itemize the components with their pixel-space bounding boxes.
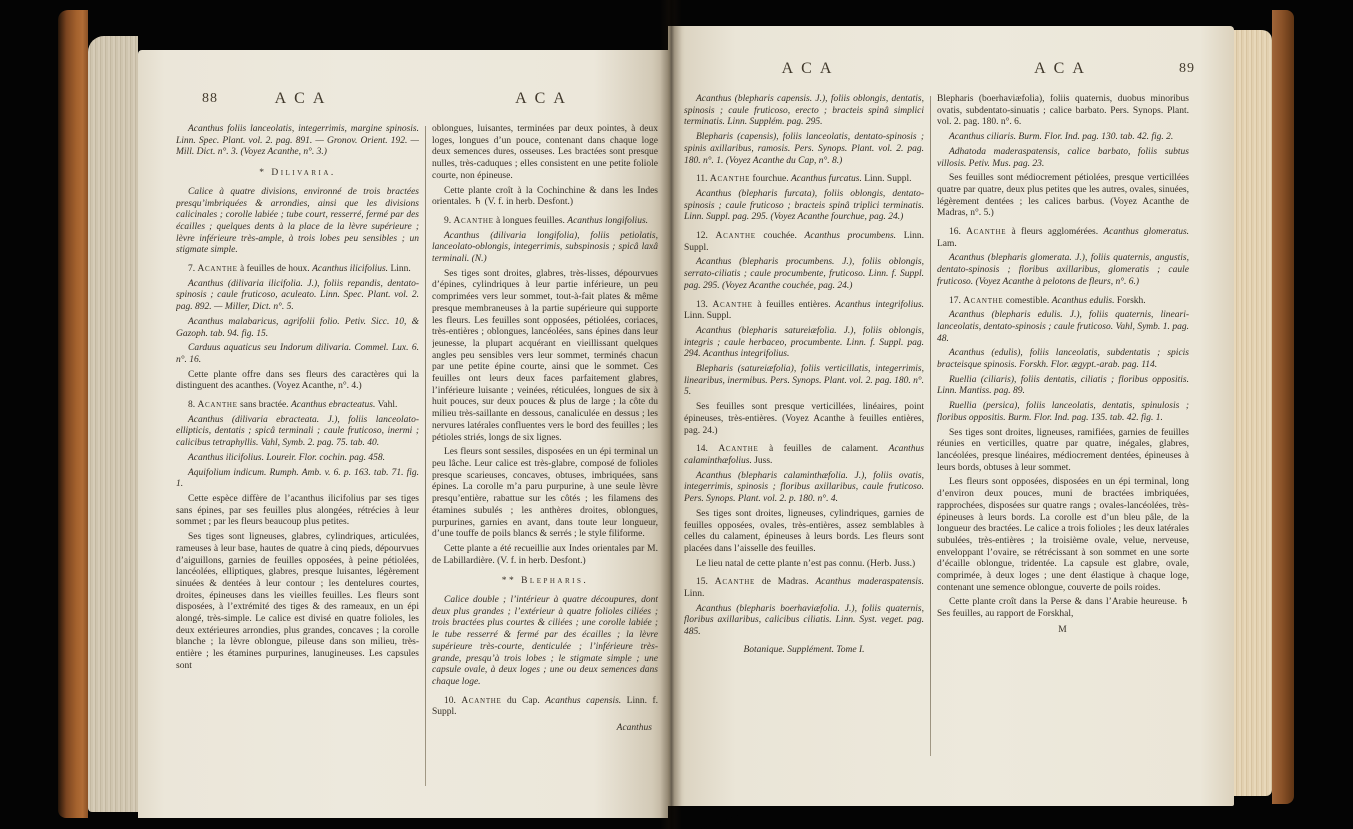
species-heading xyxy=(937,227,1189,250)
species-heading xyxy=(684,231,924,254)
species-latin: Acanthus furcatus. xyxy=(790,174,862,185)
species-rest: du Cap. xyxy=(507,695,540,706)
species-rest: à feuilles de houx. xyxy=(240,264,310,275)
paragraph: Acanthus (blepharis satureiæfolia. J.), foliis oblongis, integris ; caule herbaceo, procumbente. Linn. f. Suppl. pag. 294. Acanthus integrifolius. xyxy=(684,325,924,360)
text-column-2 xyxy=(432,124,658,800)
species-auth: Linn. f. Suppl. xyxy=(432,695,658,718)
species-auth: Vahl. xyxy=(377,400,398,411)
species-heading xyxy=(432,696,658,719)
page-number-right: 89 xyxy=(1179,61,1195,76)
paragraph: Acanthus (blepharis glomerata. J.), foliis quaternis, angustis, dentato-spinosis ; floribus axillaribus, glomeratis ; caule fruticoso. (Voyez Acanthe à pelotons de fleurs, n°. 6.) xyxy=(937,253,1189,287)
species-genus_fr: Acanthe xyxy=(714,577,755,588)
open-book xyxy=(58,10,1294,818)
species-genus_fr: Acanthe xyxy=(461,695,502,706)
species-num: 13. xyxy=(696,299,708,310)
species-num: 14. xyxy=(696,444,708,455)
paragraph: Les fleurs sont sessiles, disposées en un épi terminal un peu lâche. Leur calice est très-glabre, composé de folioles presque scarieuses, concaves, obtuses, imbriquées, sans épines. La corolle m’a paru purpurine, à une seule lèvre presqu’entière, rabattue sur les côtés ; les filamens des étamines subulés ; les anthères droites, oblongues, purpurines, garnies en avant, dans toute leur longueur, d’une touffe de poils blancs & serrés ; le style filiforme. xyxy=(432,447,658,540)
species-num: 8. xyxy=(188,400,196,411)
right-page xyxy=(668,26,1234,806)
paragraph: Cette plante offre dans ses fleurs des caractères qui la distinguent des acanthes. (Voyez Acanthe, n°. 4.) xyxy=(176,369,419,392)
species-latin: Acanthus integrifolius. xyxy=(835,299,924,310)
species-latin: Acanthus ebracteatus. xyxy=(290,400,376,411)
species-rest: à fleurs agglomérées. xyxy=(1011,227,1099,238)
paragraph: Acanthus (blepharis furcata), foliis oblongis, dentato-spinosis ; caule fruticoso ; bracteis spinâ triplici terminatis. Linn. Suppl. pag. 295. (Voyez Acanthe fourchue, pag. 24.) xyxy=(684,188,924,223)
running-title: ACA xyxy=(1034,60,1092,77)
signature-mark: M xyxy=(1058,624,1068,635)
species-heading xyxy=(176,264,419,276)
paragraph: Les fleurs sont opposées, disposées en un épi terminal, long d’environ deux pouces, muni de bractées imbriquées, rapprochées, disposées sur quatre rangs ; ovales-lancéolées, très-épineuses à leurs bords. La corolle est d’un bleu pâle, de la longueur des bractées. Le calice a trois folioles ; les deux latérales subulées, très-entières ; la troisième ovale, velue, nerveuse, enveloppant l’ovaire, se rétrécissant à son sommet en une sorte d’écaille oblongue, tridentée. La capsule est glabre, ovale, comprimée, à deux loges ; une dent élastique à chaque loge, contenant une semence oblongue, couverte de poils roides. xyxy=(937,477,1189,593)
species-num: 12. xyxy=(696,231,708,242)
paragraph: oblongues, luisantes, terminées par deux pointes, à deux loges, longues d’un pouce, contenant dans chaque loge deux semences dures, osseuses. Les bractées sont presque nulles, très-caduques ; elles consistent en une petite foliole courte, non épineuse. xyxy=(432,124,658,181)
paragraph: Cette espèce diffère de l’acanthus ilicifolius par ses tiges sans épines, par ses feuilles plus alongées, rétrécies à leur sommet ; par les fleurs beaucoup plus petites. xyxy=(176,493,419,528)
running-title: ACA xyxy=(274,90,333,107)
species-auth: Linn. Suppl. xyxy=(684,311,732,322)
running-title: ACA xyxy=(515,90,573,107)
species-latin: Acanthus edulis. xyxy=(1051,295,1115,306)
paragraph: Acanthus (blepharis capensis. J.), foliis oblongis, dentatis, spinosis ; caule fruticoso, erecto ; bracteis spinâ simplici terminatis. Linn. Supplém. pag. 295. xyxy=(684,94,924,128)
paragraph: Cette plante croît à la Cochinchine & dans les Indes orientales. ♄ (V. f. in herb. Desfont.) xyxy=(432,185,658,208)
paragraph: Carduus aquaticus seu Indorum dilivaria. Commel. Lux. 6. n°. 16. xyxy=(176,343,419,365)
species-genus_fr: Acanthe xyxy=(718,444,759,455)
column-divider xyxy=(425,126,426,786)
paragraph: Acanthus ilicifolius. Loureir. Flor. cochin. pag. 458. xyxy=(188,452,386,463)
paragraph: Acanthus (dilivaria longifolia), foliis petiolatis, lanceolato-oblongis, integerrimis, subspinosis ; spicâ laxâ terminali. (N.) xyxy=(432,230,658,265)
species-rest: couchée. xyxy=(763,231,797,242)
species-latin: Acanthus ilicifolius. xyxy=(312,264,389,275)
catchword: Acanthus xyxy=(616,723,652,734)
paragraph: Ruellia (persica), foliis lanceolatis, dentatis, spinulosis ; floribus oppositis. Burm. Flor. Ind. pag. 135. tab. 42. fig. 1. xyxy=(937,401,1189,423)
paragraph: Acanthus (blepharis edulis. J.), foliis quaternis, lineari-lanceolatis, dentato-spinosis ; caule fruticoso. Vahl, Symb. 1. pag. 48. xyxy=(937,310,1189,344)
species-latin: Acanthus calaminthæfolius. xyxy=(684,444,924,466)
species-genus_fr: Acanthe xyxy=(963,295,1004,306)
text-column-3 xyxy=(684,94,924,770)
species-rest: à feuilles de calament. xyxy=(768,444,879,455)
species-auth: Juss. xyxy=(754,455,773,466)
species-heading xyxy=(937,296,1189,308)
paragraph: Acanthus (blepharis boerhaviæfolia. J.), foliis quaternis, floribus axillaribus, calicibus ciliatis. Linn. Syst. veget. pag. 485. xyxy=(684,603,924,638)
paragraph: Ses tiges sont droites, ligneuses, cylindriques, garnies de feuilles opposées, ovales, très-entières, assez semblables à celles du calament, épineuses à leurs bords. Les fleurs sont placées dans l’aisselle des feuilles. xyxy=(684,508,924,554)
paragraph: Ses tiges sont droites, ligneuses, ramifiées, garnies de feuilles réunies en verticilles, quatre par quatre, inégales, glabres, lancéolées, presque linéaires, médiocrement dentées, épineuses à leurs bords, obtuses à leur sommet. xyxy=(937,427,1189,473)
species-heading xyxy=(684,577,924,600)
page-number-left: 88 xyxy=(202,91,218,106)
species-heading xyxy=(684,444,924,467)
text-column-4 xyxy=(937,94,1189,770)
species-num: 9. xyxy=(444,215,452,226)
species-rest: fourchue. xyxy=(752,174,789,185)
running-header-right xyxy=(684,60,1198,90)
species-heading xyxy=(176,400,419,412)
species-heading xyxy=(684,174,924,186)
running-title: ACA xyxy=(781,60,840,77)
paragraph: Ses feuilles sont médiocrement pétiolées, presque verticillées quatre par quatre, deux plus petites que les autres, ovales, sinuées, légèrement dentées ; les calices barbus. (Voyez Acanthe de Madras, n°. 5.) xyxy=(937,173,1189,219)
paragraph: Acanthus foliis lanceolatis, integerrimis, margine spinosis. Linn. Spec. Plant. vol. 2. pag. 891. — Gronov. Orient. 192. — Mill. Dict. n°. 3. (Voyez Acanthe, n°. 3.) xyxy=(176,124,419,158)
species-latin: Acanthus maderaspatensis. xyxy=(815,577,924,588)
page-edges-right xyxy=(1234,30,1272,796)
species-latin: Acanthus longifolius. xyxy=(567,215,649,226)
paragraph: Le lieu natal de cette plante n’est pas connu. (Herb. Juss.) xyxy=(696,558,916,569)
species-num: 11. xyxy=(696,174,708,185)
species-genus_fr: Acanthe xyxy=(197,264,238,275)
paragraph: Blepharis (satureiæfolia), foliis verticillatis, integerrimis, linearibus, inermibus. Pers. Synops. Plant. vol. 2. pag. 180. n°. 5. xyxy=(684,364,924,398)
species-genus_fr: Acanthe xyxy=(966,227,1007,238)
species-num: 7. xyxy=(188,264,196,275)
section-heading: * Dilivaria. xyxy=(259,168,336,179)
species-num: 17. xyxy=(949,295,961,306)
page-edges-left xyxy=(88,36,138,812)
species-auth: Forskh. xyxy=(1116,295,1146,306)
book-cover-right xyxy=(1272,10,1294,804)
running-header-left xyxy=(176,90,662,120)
species-genus_fr: Acanthe xyxy=(453,215,494,226)
paragraph: Blepharis (boerhaviæfolia), foliis quaternis, duobus minoribus ovatis, subdentato-sinuatis ; calice barbato. Pers. Synops. Plant. vol. 2. pag. 180. n°. 6. xyxy=(937,94,1189,128)
paragraph: Cette plante croît dans la Perse & dans l’Arabie heureuse. ♄ Ses feuilles, au rapport de Forskhal, xyxy=(937,597,1189,620)
section-heading: ** Blepharis. xyxy=(501,576,589,587)
species-auth: Linn. Suppl. xyxy=(684,231,924,253)
species-rest: à longues feuilles. xyxy=(496,215,565,226)
species-latin: Acanthus glomeratus. xyxy=(1103,227,1189,238)
species-auth: Linn. Suppl. xyxy=(864,174,912,185)
paragraph: Ses tiges sont droites, glabres, très-lisses, dépourvues d’épines, cylindriques à leur partie inférieure, un peu comprimées vers leur sommet, tout-à-fait plates & même presque membraneuses à la partie supérieure qui supporte les fleurs. Les feuilles sont opposées, pétiolées, coriaces, très-entières ; oblongues, lancéolées, sans épines dans leur jeunesse, la plupart acquérant en vieillissant quelques angles peu sensibles vers leur sommet, terminés chacun par une petite épine courte, ainsi que le sommet. Ces feuilles ont leurs deux faces parfaitement glabres, l’inférieure luisante ; veinées, réticulées, longues de six à huit pouces, sur deux pouces & plus de large ; la côte du milieu très-saillante en dessous, canaliculée en dessus ; les nervures latérales confluentes vers le bord des feuilles ; les pétioles striés, longs de six lignes. xyxy=(432,268,658,443)
species-genus_fr: Acanthe xyxy=(197,400,238,411)
paragraph: Adhatoda maderaspatensis, calice barbato, foliis subtus villosis. Petiv. Mus. pag. 23. xyxy=(937,146,1189,169)
species-latin: Acanthus procumbens. xyxy=(804,231,897,242)
paragraph: Blepharis (capensis), foliis lanceolatis, dentato-spinosis ; spinis axillaribus, ramosis. Pers. Synops. Plant. vol. 2. pag. 180. n°. 1. (Voyez Acanthe du Cap, n°. 8.) xyxy=(684,132,924,166)
paragraph: Calice double ; l’intérieur à quatre découpures, dont deux plus grandes ; l’extérieur à quatre folioles ciliées ; trois bractées plus courtes & ciliées ; une corolle labiée ; le tube resserré & fermé par des écailles ; la lèvre supérieure très-courte, denticulée ; l’inférieure très-grande, presqu’à trois lobes ; le stigmate simple ; une capsule ovale, à deux loges ; une ou deux semences dans chaque loge. xyxy=(432,595,658,687)
species-genus_fr: Acanthe xyxy=(715,231,756,242)
paragraph: Acanthus (dilivaria ebracteata. J.), foliis lanceolato-ellipticis, dentatis ; spicâ terminali ; caule fruticoso, inermi ; calicibus tetraphyllis. Vahl, Symb. 2. pag. 75. tab. 40. xyxy=(176,414,419,449)
text-column-1 xyxy=(176,124,419,800)
book-cover-left xyxy=(58,10,88,818)
paragraph: Acanthus malabaricus, agrifolii folio. Petiv. Sicc. 10, & Gazoph. tab. 94. fig. 15. xyxy=(176,316,419,339)
species-rest: sans bractée. xyxy=(240,400,289,411)
species-genus_fr: Acanthe xyxy=(709,174,751,185)
species-rest: de Madras. xyxy=(761,577,809,588)
volume-footer: Botanique. Supplément. Tome I. xyxy=(743,644,865,655)
species-genus_fr: Acanthe xyxy=(712,299,753,310)
species-auth: Linn. xyxy=(390,264,411,275)
species-heading xyxy=(432,216,658,228)
paragraph: Aquifolium indicum. Rumph. Amb. v. 6. p. 163. tab. 71. fig. 1. xyxy=(176,467,419,490)
paragraph: Acanthus (edulis), foliis lanceolatis, subdentatis ; spicis bracteisque spinosis. Forskh. Flor. ægypt.-arab. pag. 114. xyxy=(937,348,1189,371)
paragraph: Cette plante a été recueillie aux Indes orientales par M. de Labillardière. (V. f. in herb. Desfont.) xyxy=(432,543,658,566)
paragraph: Ses tiges sont ligneuses, glabres, cylindriques, articulées, rameuses à leur base, hautes de quatre à cinq pieds, dépourvues d’aiguillons, garnies de feuilles opposées, à peine pétiolées, lancéolées, elliptiques, glabres, presque luisantes, légèrement sinuées & dentées à leur contour ; les dentelures courtes, droites, épineuses dans les vieilles feuilles. Les fleurs sont disposées, à l’extrémité des tiges & des rameaux, en un épi alongé, très-simple. Le calice est divisé en quatre folioles, les deux extérieures arrondies, plus grandes, concaves ; la corolle blanche ; la lèvre oblongue, pileuse dans son milieu, très-entière ; les étamines purpurines, lanugineuses. Les capsules sont xyxy=(176,532,419,671)
species-latin: Acanthus capensis. xyxy=(545,695,622,706)
species-num: 10. xyxy=(444,695,456,706)
paragraph: Ruellia (ciliaris), foliis dentatis, ciliatis ; floribus oppositis. Linn. Mantiss. pag. 89. xyxy=(937,374,1189,397)
left-page xyxy=(138,50,668,818)
species-rest: comestible. xyxy=(1005,295,1050,306)
species-rest: à feuilles entières. xyxy=(757,299,831,310)
paragraph: Acanthus (blepharis calaminthæfolia. J.), foliis ovatis, integerrimis, spinosis ; floribus axillaribus, caule fruticoso. Pers. Synops. Plant. vol. 2. p. 180. n°. 4. xyxy=(684,470,924,505)
paragraph: Acanthus (blepharis procumbens. J.), foliis oblongis, serrato-ciliatis ; caule procumbente, fruticoso. Linn. f. Suppl. pag. 295. (Voyez Acanthe couchée, pag. 24.) xyxy=(684,257,924,291)
species-num: 15. xyxy=(696,577,708,588)
species-num: 16. xyxy=(949,227,961,238)
paragraph: Acanthus (dilivaria ilicifolia. J.), foliis repandis, dentato-spinosis ; caule fruticoso, aculeato. Linn. Spec. Plant. vol. 2. pag. 892. — Miller, Dict. n°. 5. xyxy=(176,278,419,313)
paragraph: Ses feuilles sont presque verticillées, linéaires, point épineuses, très-entières. (Voyez Acanthe à feuilles entières, pag. 24.) xyxy=(684,402,924,436)
species-heading xyxy=(684,300,924,323)
species-auth: Linn. xyxy=(684,589,705,600)
species-auth: Lam. xyxy=(937,238,957,249)
paragraph: Acanthus ciliaris. Burm. Flor. Ind. pag. 130. tab. 42. fig. 2. xyxy=(949,132,1174,143)
paragraph: Calice à quatre divisions, environné de trois bractées presqu’imbriquées & arrondies, ainsi que les divisions calicinales ; corolle labiée ; tube court, resserré, fermé par des écailles ; quelques dents à la place de la lèvre supérieure ; lèvre inférieure très-ample, à trois lobes peu sensibles ; un stigmate simple. xyxy=(176,186,419,256)
column-divider xyxy=(930,96,931,756)
